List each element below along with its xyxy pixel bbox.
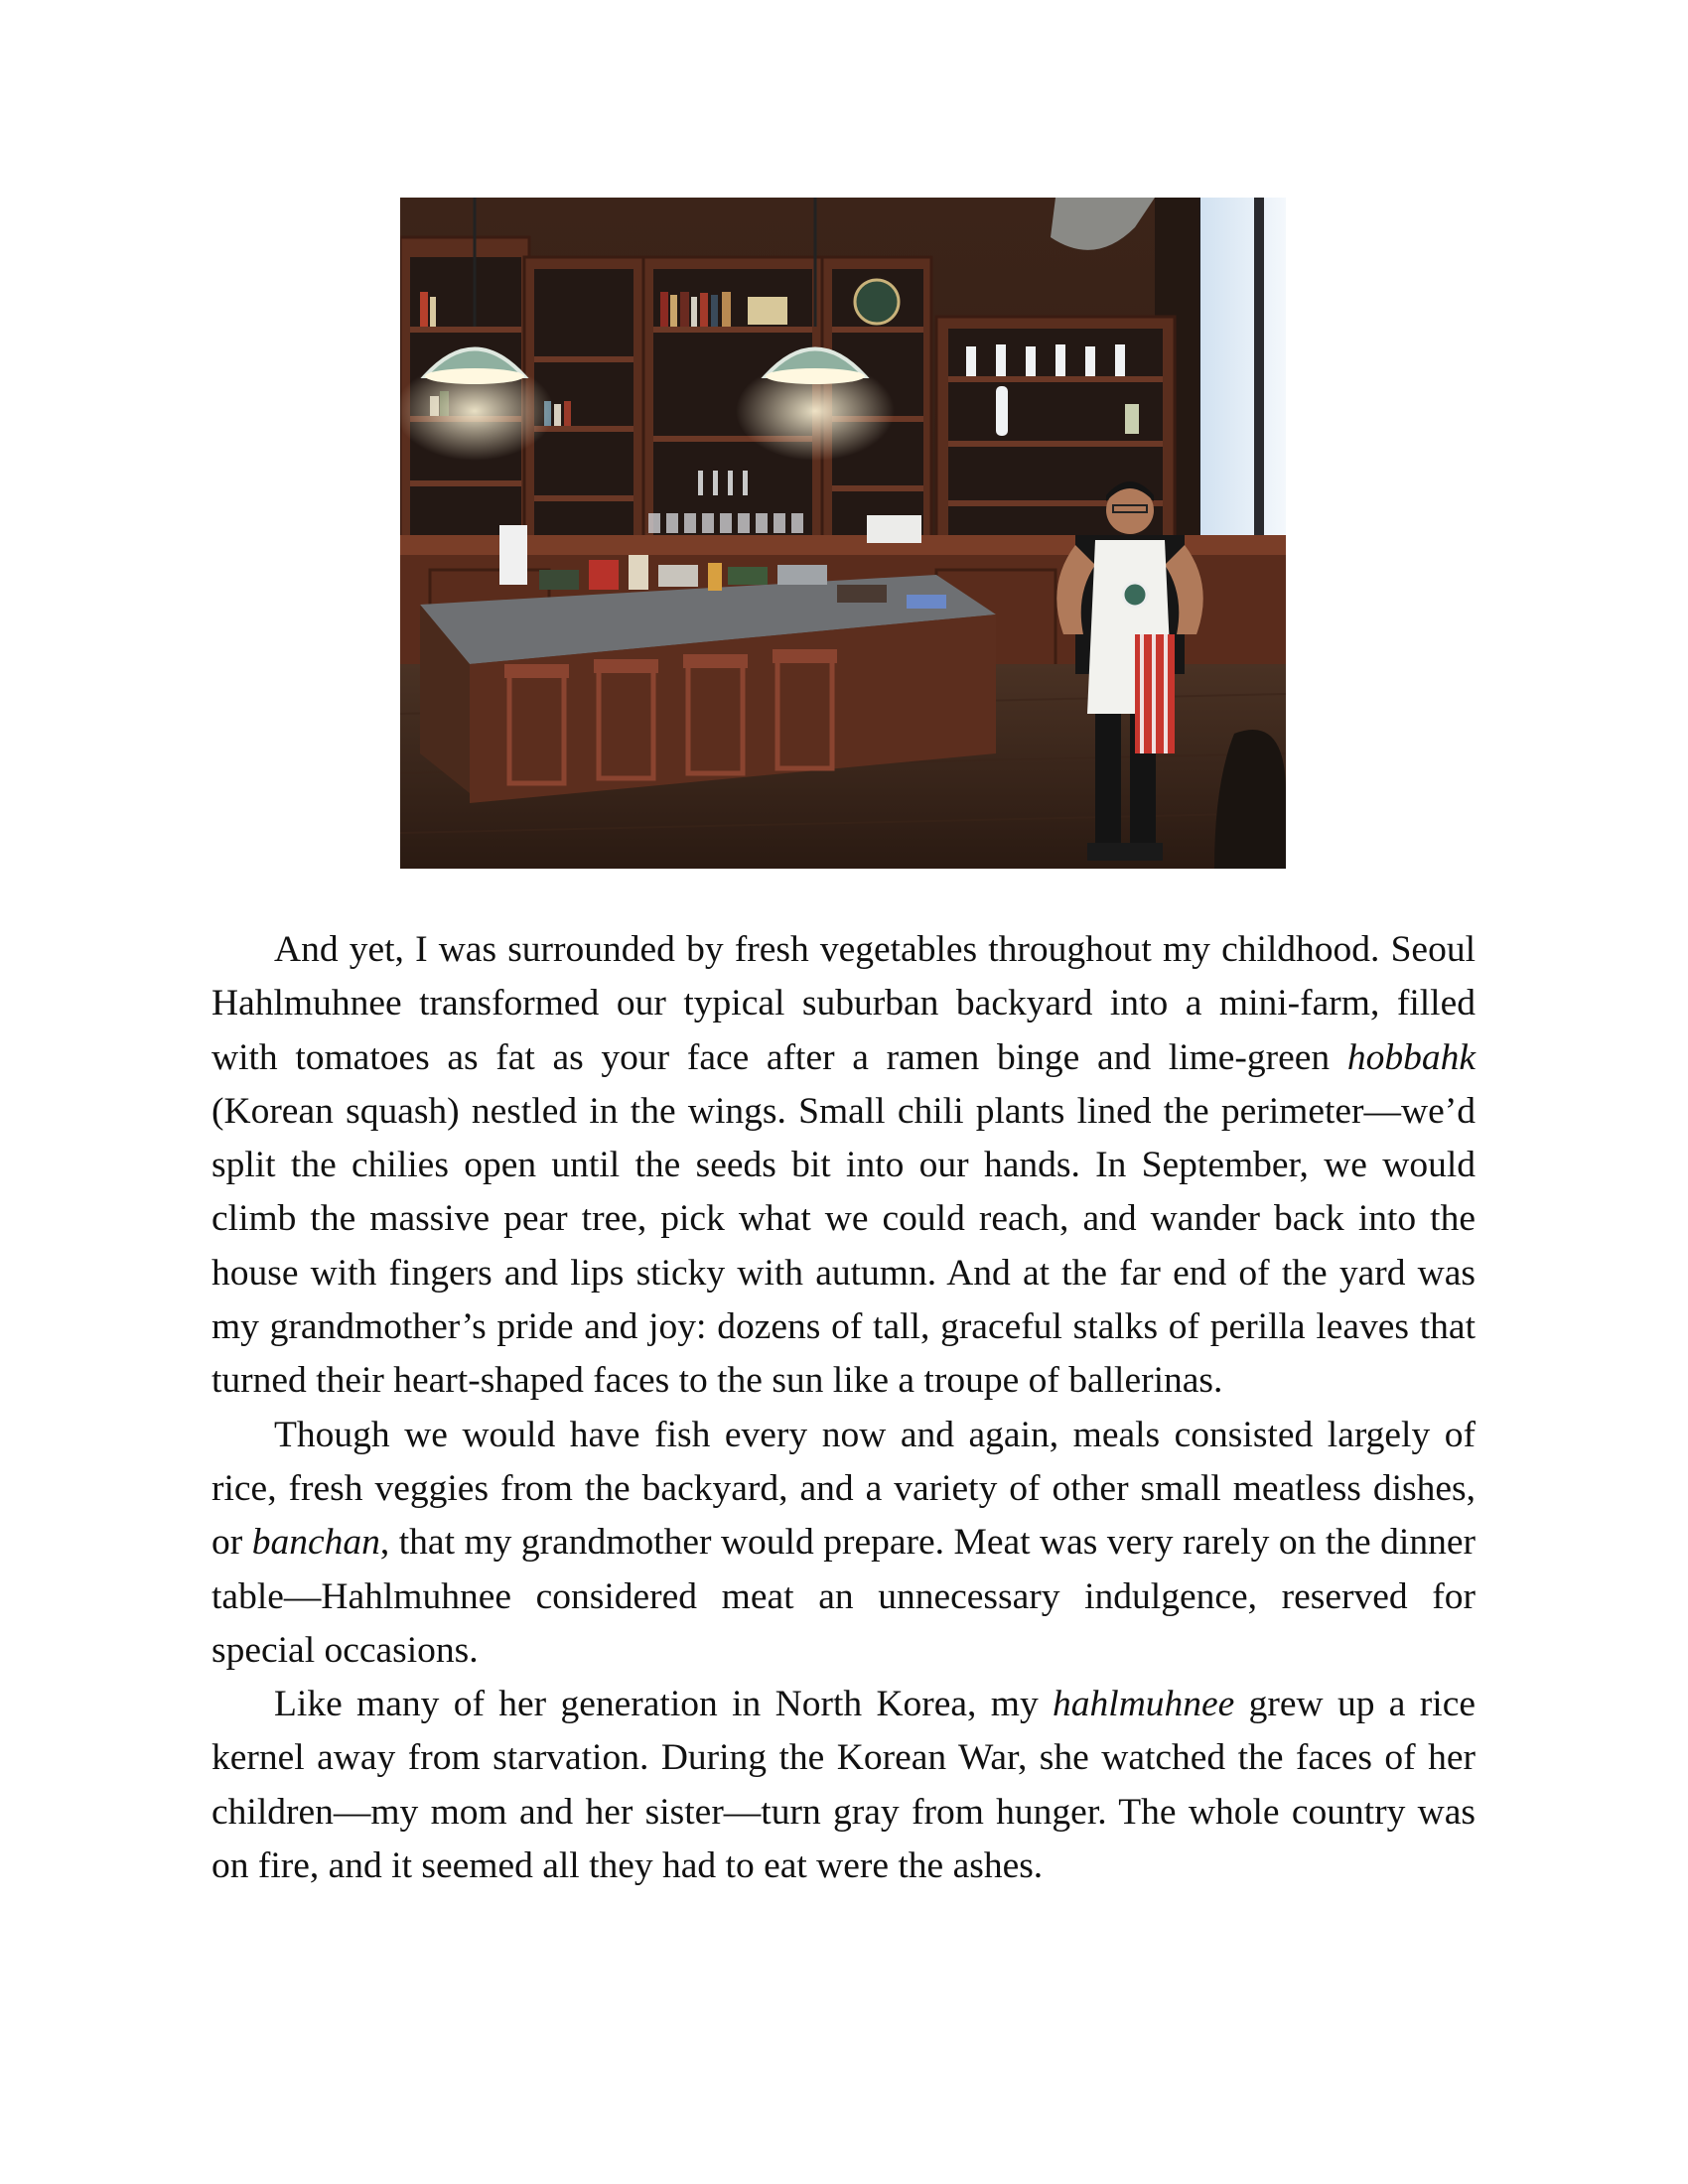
kitchen-photo <box>400 198 1286 869</box>
paragraph-2-text-b: , that my grandmother would prepare. Meat was very rarely on the dinner table—Hahlmuhnee considered meat an unnecessary indulgence, reserved for special occasions. <box>211 1522 1476 1671</box>
body-text <box>211 923 1476 1893</box>
paragraph-1 <box>211 923 1476 1409</box>
paragraph-1-italic-term: hobbahk <box>1346 1036 1476 1078</box>
paragraph-1-text-b: (Korean squash) nestled in the wings. Small chili plants lined the perimeter—we’d split the chilies open until the seeds bit into our hands. In September, we would climb the massive pear tree, pick what we could reach, and wander back into the house with fingers and lips sticky with autumn. And at the far end of the yard was my grandmother’s pride and joy: dozens of tall, graceful stalks of perilla leaves that turned their heart-shaped faces to the sun like a troupe of ballerinas. <box>211 1090 1476 1402</box>
paragraph-2 <box>211 1409 1476 1678</box>
paragraph-3 <box>211 1678 1476 1893</box>
kitchen-photo-illustration <box>400 198 1286 869</box>
paragraph-1-text-a: And yet, I was surrounded by fresh vegetables throughout my childhood. Seoul Hahlmuhnee transformed our typical suburban backyard into a mini-farm, filled with tomatoes as fat as your face after a ramen binge and lime-green <box>211 929 1476 1078</box>
paragraph-3-italic-term: hahlmuhnee <box>1053 1684 1235 1725</box>
paragraph-2-text-a: Though we would have fish every now and again, meals consisted largely of rice, fresh veggies from the backyard, and a variety of other small meatless dishes, or <box>211 1414 1476 1564</box>
paragraph-3-text-a: Like many of her generation in North Korea, my <box>274 1684 1054 1725</box>
paragraph-3-text-b: grew up a rice kernel away from starvation. During the Korean War, she watched the faces of her children—my mom and her sister—turn gray from hunger. The whole country was on fire, and it seemed all they had to eat were the ashes. <box>211 1684 1476 1887</box>
paragraph-2-italic-term: banchan <box>251 1522 380 1564</box>
